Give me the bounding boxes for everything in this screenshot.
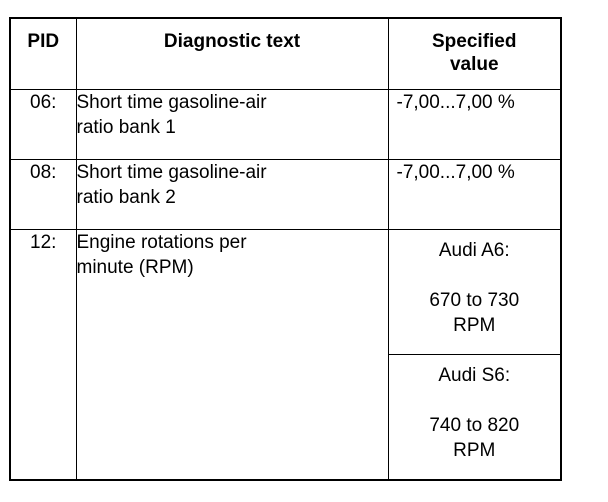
diagnostic-text-line1: Short time gasoline-air [76,161,267,183]
diagnostic-text-line2: minute (RPM) [76,256,194,278]
diagnostic-text-line2: ratio bank 1 [76,116,176,138]
diagnostic-text-cell [76,89,388,159]
table-row [10,229,561,480]
model-name: Audi A6: [438,239,510,261]
table-row [10,159,561,229]
pid-value: 08: [30,161,57,183]
rpm-unit: RPM [453,439,496,461]
header-specified-value-line1: Specified [432,31,517,52]
specified-value-cell [388,89,561,159]
model-name: Audi S6: [438,364,511,386]
rpm-unit: RPM [453,314,496,336]
specified-value-cell [388,229,561,480]
table-header-row [10,18,561,89]
model-value-block [389,230,561,355]
header-specified-value-line2: value [449,54,499,75]
model-value-block [389,355,561,479]
pid-cell [10,89,76,159]
diagnostic-text-line1: Engine rotations per [76,231,247,253]
table-row [10,89,561,159]
diagnostic-text-line2: ratio bank 2 [76,186,176,208]
specified-value-split [389,230,561,480]
pid-cell [10,229,76,480]
header-pid-label: PID [27,31,60,52]
diagnostic-text-line1: Short time gasoline-air [76,91,267,113]
diagnostic-text-cell [76,159,388,229]
header-diagnostic-text [76,18,388,89]
header-pid [10,18,76,89]
pid-value: 06: [30,91,57,113]
specified-value: -7,00...7,00 % [396,91,515,113]
rpm-range: 740 to 820 [429,414,520,436]
header-specified-value [388,18,561,89]
diagnostic-table [9,17,562,481]
pid-cell [10,159,76,229]
pid-value: 12: [30,231,57,253]
diagnostic-text-cell [76,229,388,480]
specified-value-cell [388,159,561,229]
rpm-range: 670 to 730 [429,289,520,311]
header-diagnostic-text-label: Diagnostic text [163,31,301,52]
specified-value: -7,00...7,00 % [396,161,515,183]
